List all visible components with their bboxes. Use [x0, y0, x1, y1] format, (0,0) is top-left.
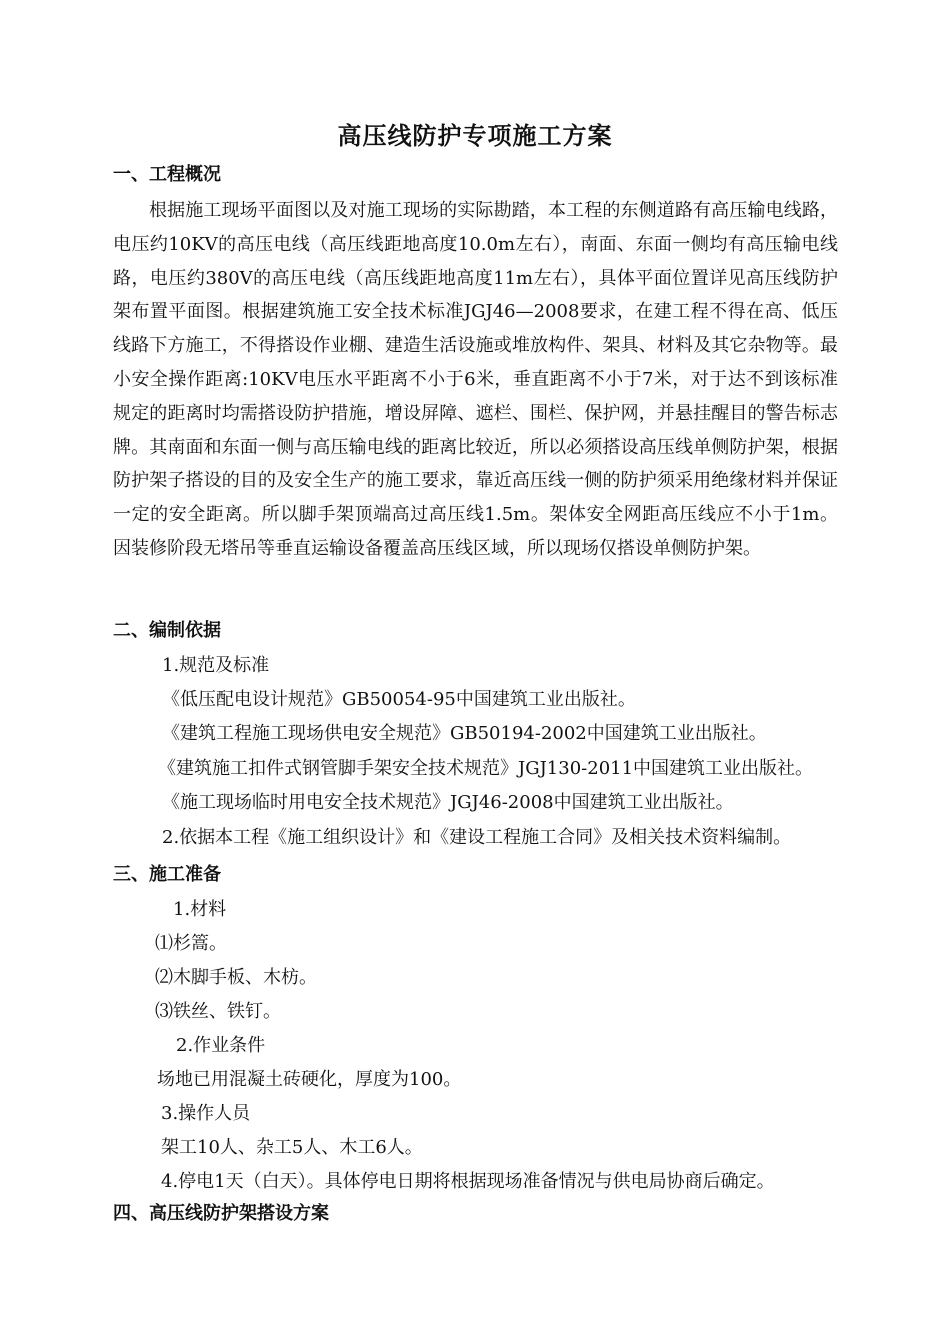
section-heading-overview: 一、工程概况	[113, 164, 221, 185]
overview-paragraph: 根据施工现场平面图以及对施工现场的实际勘踏，本工程的东侧道路有高压输电线路，电压约10KV的高压电线（高压线距地高度10.0m左右），南面、东面一侧均有高压输电线路，电压约380V的高压电线（高压线距地高度11m左右），具体平面位置详见高压线防护架布置平面图。根据建筑施工安全技术标准JGJ46—2008要求，在建工程不得在高、低压线路下方施工，不得搭设作业棚、建造生活设施或堆放构件、架具、材料及其它杂物等。最小安全操作距离:10KV电压水平距离不小于6米，垂直距离不小于7米，对于达不到该标准规定的距离时均需搭设防护措施，增设屏障、遮栏、围栏、保护网，并悬挂醒目的警告标志牌。其南面和东面一侧与高压输电线的距离比较近，所以必须搭设高压线单侧防护架，根据防护架子搭设的目的及安全生产的施工要求，靠近高压线一侧的防护须采用绝缘材料并保证一定的安全距离。所以脚手架顶端高过高压线1.5m。架体安全网距高压线应不小于1m。 因装修阶段无塔吊等垂直运输设备覆盖高压线区域，所以现场仅搭设单侧防护架。	[113, 200, 838, 559]
basis-item-documents: 2.依据本工程《施工组织设计》和《建设工程施工合同》及相关技术资料编制。	[162, 827, 792, 848]
basis-standard-line: 《施工现场临时用电安全技术规范》JGJ46-2008中国建筑工业出版社。	[162, 792, 734, 813]
document-title: 高压线防护专项施工方案	[337, 121, 613, 150]
prep-list-item: ⑶铁丝、铁钉。	[155, 1001, 281, 1022]
prep-list-item: ⑵木脚手板、木枋。	[155, 967, 317, 988]
prep-subheading-materials: 1.材料	[173, 899, 227, 920]
prep-conditions-text: 场地已用混凝土砖硬化，厚度为100。	[157, 1069, 462, 1090]
basis-item-standards: 1.规范及标准	[162, 655, 270, 676]
basis-standard-line: 《建筑工程施工现场供电安全规范》GB50194-2002中国建筑工业出版社。	[162, 723, 767, 744]
section-heading-scaffold-plan: 四、高压线防护架搭设方案	[113, 1203, 329, 1224]
prep-list-item: ⑴杉篙。	[155, 933, 227, 954]
prep-subheading-staff: 3.操作人员	[161, 1103, 251, 1124]
prep-power-outage-text: 4.停电1天（白天）。具体停电日期将根据现场准备情况与供电局协商后确定。	[161, 1171, 775, 1192]
basis-standard-line: 《建筑施工扣件式钢管脚手架安全技术规范》JGJ130-2011中国建筑工业出版社。	[158, 758, 814, 779]
section-heading-preparation: 三、施工准备	[113, 864, 221, 885]
prep-staff-text: 架工10人、杂工5人、木工6人。	[161, 1137, 423, 1158]
prep-subheading-conditions: 2.作业条件	[176, 1035, 266, 1056]
basis-standard-line: 《低压配电设计规范》GB50054-95中国建筑工业出版社。	[162, 689, 636, 710]
section-heading-basis: 二、编制依据	[113, 620, 221, 641]
